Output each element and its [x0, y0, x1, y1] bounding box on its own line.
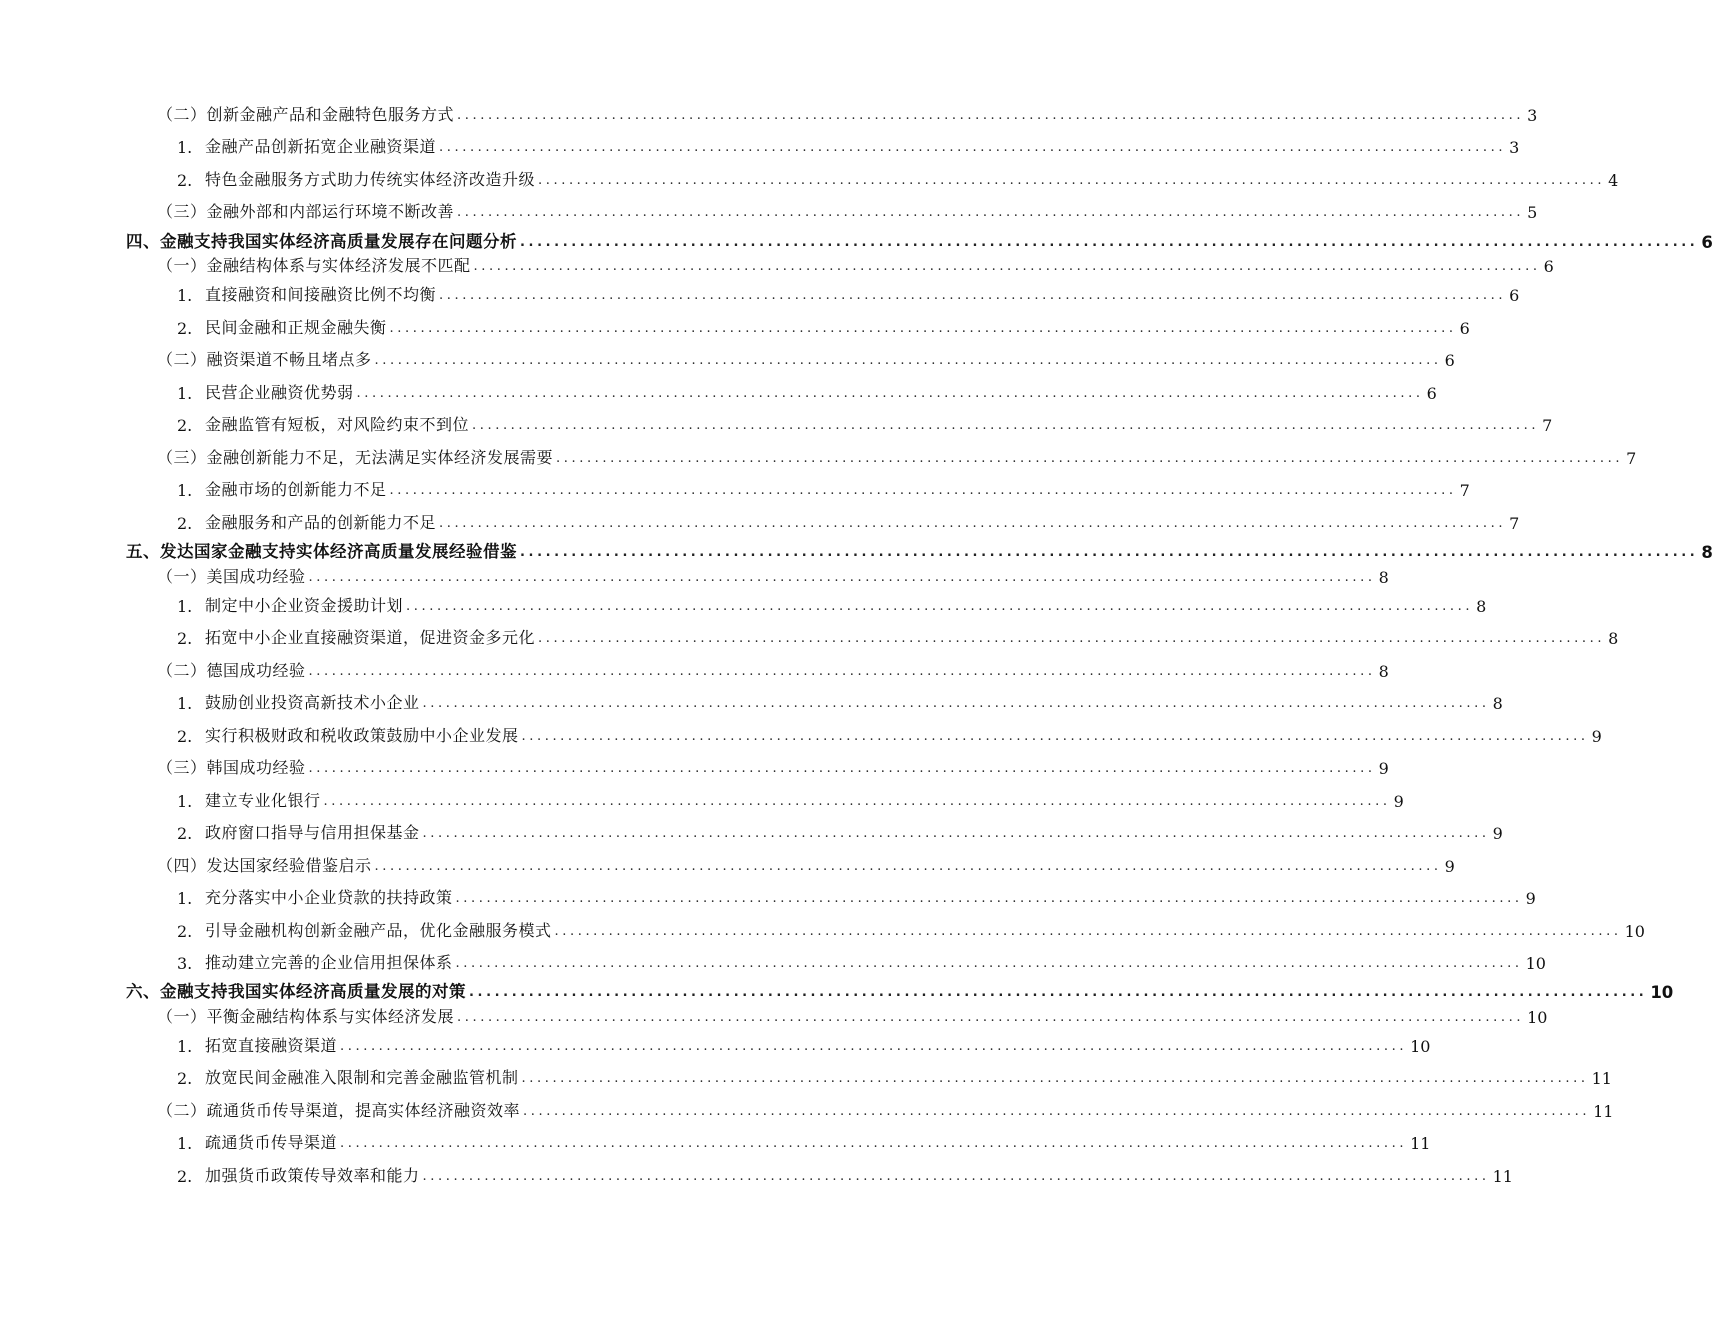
toc-entry[interactable]	[0, 505, 1520, 538]
toc-entry[interactable]	[0, 563, 1389, 588]
toc-entry-title: 特色金融服务方式助力传统实体经济改造升级	[205, 169, 536, 189]
toc-page-number: 3	[1527, 105, 1538, 125]
toc-entry-title: （二）德国成功经验	[157, 660, 306, 680]
toc-entry-title: 拓宽直接融资渠道	[205, 1035, 338, 1055]
toc-entry[interactable]	[0, 1003, 1548, 1028]
toc-entry-title: 六、金融支持我国实体经济高质量发展的对策	[126, 982, 466, 1002]
toc-page-number: 8	[1701, 542, 1713, 562]
toc-entry[interactable]	[0, 1061, 1612, 1094]
toc-entry-title: （二）融资渠道不畅且堵点多	[157, 350, 372, 370]
toc-entry-number: 2.	[177, 824, 193, 843]
toc-page-number: 7	[1542, 416, 1553, 436]
toc-page-number: 6	[1701, 232, 1713, 252]
toc-entry[interactable]	[0, 472, 1470, 505]
toc-entry-number: 2.	[177, 513, 193, 533]
toc-entry-title: 民营企业融资优势弱	[205, 382, 354, 402]
toc-entry[interactable]	[0, 195, 1538, 228]
toc-leader-dots: ..........................................................................................................................................	[457, 1010, 1525, 1026]
toc-leader-dots: ..........................................................................................................................................	[389, 483, 1457, 499]
toc-leader-dots: ..........................................................................................................................................	[374, 353, 1442, 369]
toc-leader-dots: ..........................................................................................................................................	[457, 107, 1525, 123]
toc-entry-number: 2.	[177, 170, 193, 190]
toc-entry[interactable]	[0, 1158, 1513, 1191]
toc-leader-dots: ..........................................................................................................................................	[521, 728, 1589, 744]
toc-page-number: 9	[1444, 856, 1455, 876]
toc-leader-dots: ..........................................................................................................................................	[520, 234, 1699, 250]
toc-page-number: 3	[1509, 138, 1520, 158]
toc-entry-number: 3.	[177, 954, 193, 973]
toc-entry[interactable]	[0, 783, 1404, 816]
toc-entry[interactable]	[0, 1028, 1431, 1061]
toc-leader-dots: ..........................................................................................................................................	[538, 631, 1606, 646]
toc-entry-number: 1.	[177, 138, 193, 158]
toc-page-number: 9	[1393, 791, 1404, 811]
toc-entry[interactable]	[0, 375, 1437, 408]
toc-entry[interactable]	[0, 97, 1538, 130]
toc-entry[interactable]	[0, 685, 1503, 718]
toc-page-number: 9	[1492, 824, 1503, 843]
toc-page-number: 4	[1608, 170, 1619, 190]
toc-entry-title: 放宽民间金融准入限制和完善金融监管机制	[205, 1068, 519, 1088]
toc-leader-dots: ..........................................................................................................................................	[356, 385, 1424, 401]
toc-page-number: 5	[1527, 203, 1538, 223]
toc-entry-title: 民间金融和正规金融失衡	[205, 317, 387, 337]
toc-entry-title: （二）创新金融产品和金融特色服务方式	[157, 104, 455, 124]
toc-leader-dots: ..........................................................................................................................................	[374, 858, 1442, 874]
toc-entry-title: 引导金融机构创新金融产品，优化金融服务模式	[205, 920, 552, 940]
toc-leader-dots: ..........................................................................................................................................	[523, 1103, 1591, 1119]
toc-leader-dots: ..........................................................................................................................................	[340, 1136, 1408, 1152]
toc-leader-dots: ..........................................................................................................................................	[455, 956, 1523, 971]
toc-entry-title: 充分落实中小企业贷款的扶持政策	[205, 888, 453, 907]
toc-entry[interactable]	[0, 848, 1455, 881]
toc-entry[interactable]	[0, 718, 1602, 751]
toc-leader-dots: ..........................................................................................................................................	[457, 205, 1525, 221]
toc-entry-title: （一）金融结构体系与实体经济发展不匹配	[157, 256, 471, 276]
toc-page-number: 8	[1476, 596, 1487, 616]
toc-page-number: 7	[1459, 481, 1470, 501]
toc-page-number: 6	[1509, 286, 1520, 306]
toc-entry[interactable]	[0, 588, 1487, 621]
toc-page-number: 11	[1492, 1166, 1513, 1186]
toc-leader-dots: ..........................................................................................................................................	[439, 515, 1507, 531]
toc-leader-dots: ..........................................................................................................................................	[473, 259, 1541, 275]
toc-page-number: 9	[1591, 726, 1602, 746]
toc-entry-title: （三）金融创新能力不足，无法满足实体经济发展需要	[157, 447, 554, 467]
toc-entry[interactable]	[0, 945, 1546, 978]
toc-page-number: 10	[1527, 1008, 1548, 1028]
toc-page-number: 11	[1593, 1101, 1614, 1121]
toc-entry[interactable]	[0, 440, 1637, 473]
toc-entry-title: 建立专业化银行	[205, 790, 321, 810]
toc-entry-title: 加强货币政策传导效率和能力	[205, 1165, 420, 1185]
toc-page-number: 6	[1426, 383, 1437, 403]
toc-entry-number: 1.	[177, 596, 193, 616]
toc-entry[interactable]	[0, 1093, 1614, 1126]
toc-entry-title: 实行积极财政和税收政策鼓励中小企业发展	[205, 725, 519, 745]
toc-entry-number: 2.	[177, 726, 193, 746]
toc-leader-dots: ..........................................................................................................................................	[406, 598, 1474, 614]
toc-entry[interactable]	[0, 750, 1389, 783]
toc-entry[interactable]	[0, 653, 1389, 686]
toc-entry[interactable]	[0, 407, 1553, 440]
toc-leader-dots: ..........................................................................................................................................	[389, 320, 1457, 336]
toc-entry-title: 五、发达国家金融支持实体经济高质量发展经验借鉴	[126, 541, 517, 561]
toc-leader-dots: ..........................................................................................................................................	[556, 450, 1624, 466]
toc-page-number: 9	[1378, 759, 1389, 778]
toc-entry-title: 拓宽中小企业直接融资渠道，促进资金多元化	[205, 628, 536, 647]
toc-entry-title: （四）发达国家经验借鉴启示	[157, 855, 372, 875]
toc-entry-number: 1.	[177, 481, 193, 501]
toc-leader-dots: ..........................................................................................................................................	[439, 288, 1507, 304]
toc-page-number: 10	[1624, 921, 1645, 941]
toc-entry-number: 2.	[177, 629, 193, 648]
toc-leader-dots: ..........................................................................................................................................	[308, 569, 1376, 585]
toc-entry-title: 疏通货币传导渠道	[205, 1133, 338, 1153]
toc-leader-dots: ..........................................................................................................................................	[439, 140, 1507, 156]
toc-entry-title: 金融服务和产品的创新能力不足	[205, 512, 437, 532]
toc-page-number: 10	[1525, 954, 1546, 973]
toc-leader-dots: ..........................................................................................................................................	[340, 1038, 1408, 1054]
toc-leader-dots: ..........................................................................................................................................	[554, 923, 1622, 939]
toc-leader-dots: ..........................................................................................................................................	[472, 418, 1540, 434]
toc-entry-title: （三）金融外部和内部运行环境不断改善	[157, 202, 455, 222]
toc-entry-title: 制定中小企业资金援助计划	[205, 595, 404, 615]
toc-entry-title: （三）韩国成功经验	[157, 758, 306, 777]
toc-entry[interactable]	[0, 227, 1713, 252]
toc-leader-dots: ..........................................................................................................................................	[422, 826, 1490, 841]
toc-entry-number: 2.	[177, 1166, 193, 1186]
toc-entry[interactable]	[0, 880, 1536, 913]
toc-page-number: 8	[1492, 694, 1503, 713]
toc-entry-number: 2.	[177, 921, 193, 941]
toc-entry-number: 1.	[177, 791, 193, 811]
toc-entry-title: 鼓励创业投资高新技术小企业	[205, 693, 420, 712]
toc-page-number: 6	[1444, 351, 1455, 371]
toc-leader-dots: ..........................................................................................................................................	[521, 1071, 1589, 1087]
toc-entry-title: （一）平衡金融结构体系与实体经济发展	[157, 1007, 455, 1027]
toc-page-number: 10	[1650, 983, 1674, 1003]
toc-entry-title: 四、金融支持我国实体经济高质量发展存在问题分析	[126, 231, 517, 251]
toc-entry[interactable]	[0, 277, 1520, 310]
toc-entry[interactable]	[0, 342, 1455, 375]
toc-page-number: 7	[1626, 448, 1637, 468]
toc-page-number: 11	[1410, 1134, 1431, 1154]
toc-leader-dots: ..........................................................................................................................................	[520, 544, 1699, 560]
toc-entry-number: 1.	[177, 889, 193, 908]
toc-leader-dots: ..........................................................................................................................................	[422, 1168, 1490, 1184]
toc-entry-title: （一）美国成功经验	[157, 566, 306, 586]
toc-entry[interactable]	[0, 310, 1470, 343]
toc-entry-title: 推动建立完善的企业信用担保体系	[205, 953, 453, 972]
toc-page-number: 8	[1378, 567, 1389, 587]
toc-page-number: 7	[1509, 513, 1520, 533]
toc-page-number: 8	[1378, 661, 1389, 681]
toc-leader-dots: ..........................................................................................................................................	[538, 172, 1606, 188]
toc-entry-title: 金融市场的创新能力不足	[205, 480, 387, 500]
toc-entry[interactable]	[0, 978, 1674, 1003]
toc-entry-number: 2.	[177, 416, 193, 436]
toc-entry-number: 1.	[177, 1134, 193, 1154]
toc-entry-number: 2.	[177, 1069, 193, 1089]
toc-leader-dots: ..........................................................................................................................................	[455, 891, 1523, 906]
toc-entry-number: 1.	[177, 383, 193, 403]
toc-entry-number: 1.	[177, 1036, 193, 1056]
toc-page-number: 6	[1543, 257, 1554, 277]
toc-leader-dots: ..........................................................................................................................................	[469, 985, 1648, 1001]
toc-entry-number: 1.	[177, 694, 193, 713]
toc-entry[interactable]	[0, 130, 1520, 163]
toc-entry-number: 1.	[177, 286, 193, 306]
toc-entry-title: 政府窗口指导与信用担保基金	[205, 823, 420, 842]
toc-page-number: 8	[1608, 629, 1619, 648]
toc-entry[interactable]	[0, 162, 1619, 195]
toc-page-number: 6	[1459, 318, 1470, 338]
toc-entry-title: 金融监管有短板，对风险约束不到位	[205, 415, 470, 435]
toc-entry[interactable]	[0, 252, 1554, 277]
toc-entry[interactable]	[0, 620, 1619, 653]
toc-page-number: 10	[1410, 1036, 1431, 1056]
toc-entry-title: （二）疏通货币传导渠道，提高实体经济融资效率	[157, 1100, 521, 1120]
toc-leader-dots: ..........................................................................................................................................	[308, 663, 1376, 679]
toc-entry[interactable]	[0, 1126, 1431, 1159]
toc-entry-title: 金融产品创新拓宽企业融资渠道	[205, 137, 437, 157]
toc-entry-title: 直接融资和间接融资比例不均衡	[205, 285, 437, 305]
toc-page-number: 9	[1525, 889, 1536, 908]
toc-entry[interactable]	[0, 537, 1713, 562]
toc-leader-dots: ..........................................................................................................................................	[323, 793, 1391, 809]
toc-entry-number: 2.	[177, 318, 193, 338]
toc-entry[interactable]	[0, 815, 1503, 848]
toc-page-number: 11	[1591, 1069, 1612, 1089]
toc-entry[interactable]	[0, 913, 1645, 946]
toc-leader-dots: ..........................................................................................................................................	[422, 696, 1490, 711]
table-of-contents	[0, 97, 1713, 1191]
toc-leader-dots: ..........................................................................................................................................	[308, 761, 1376, 776]
